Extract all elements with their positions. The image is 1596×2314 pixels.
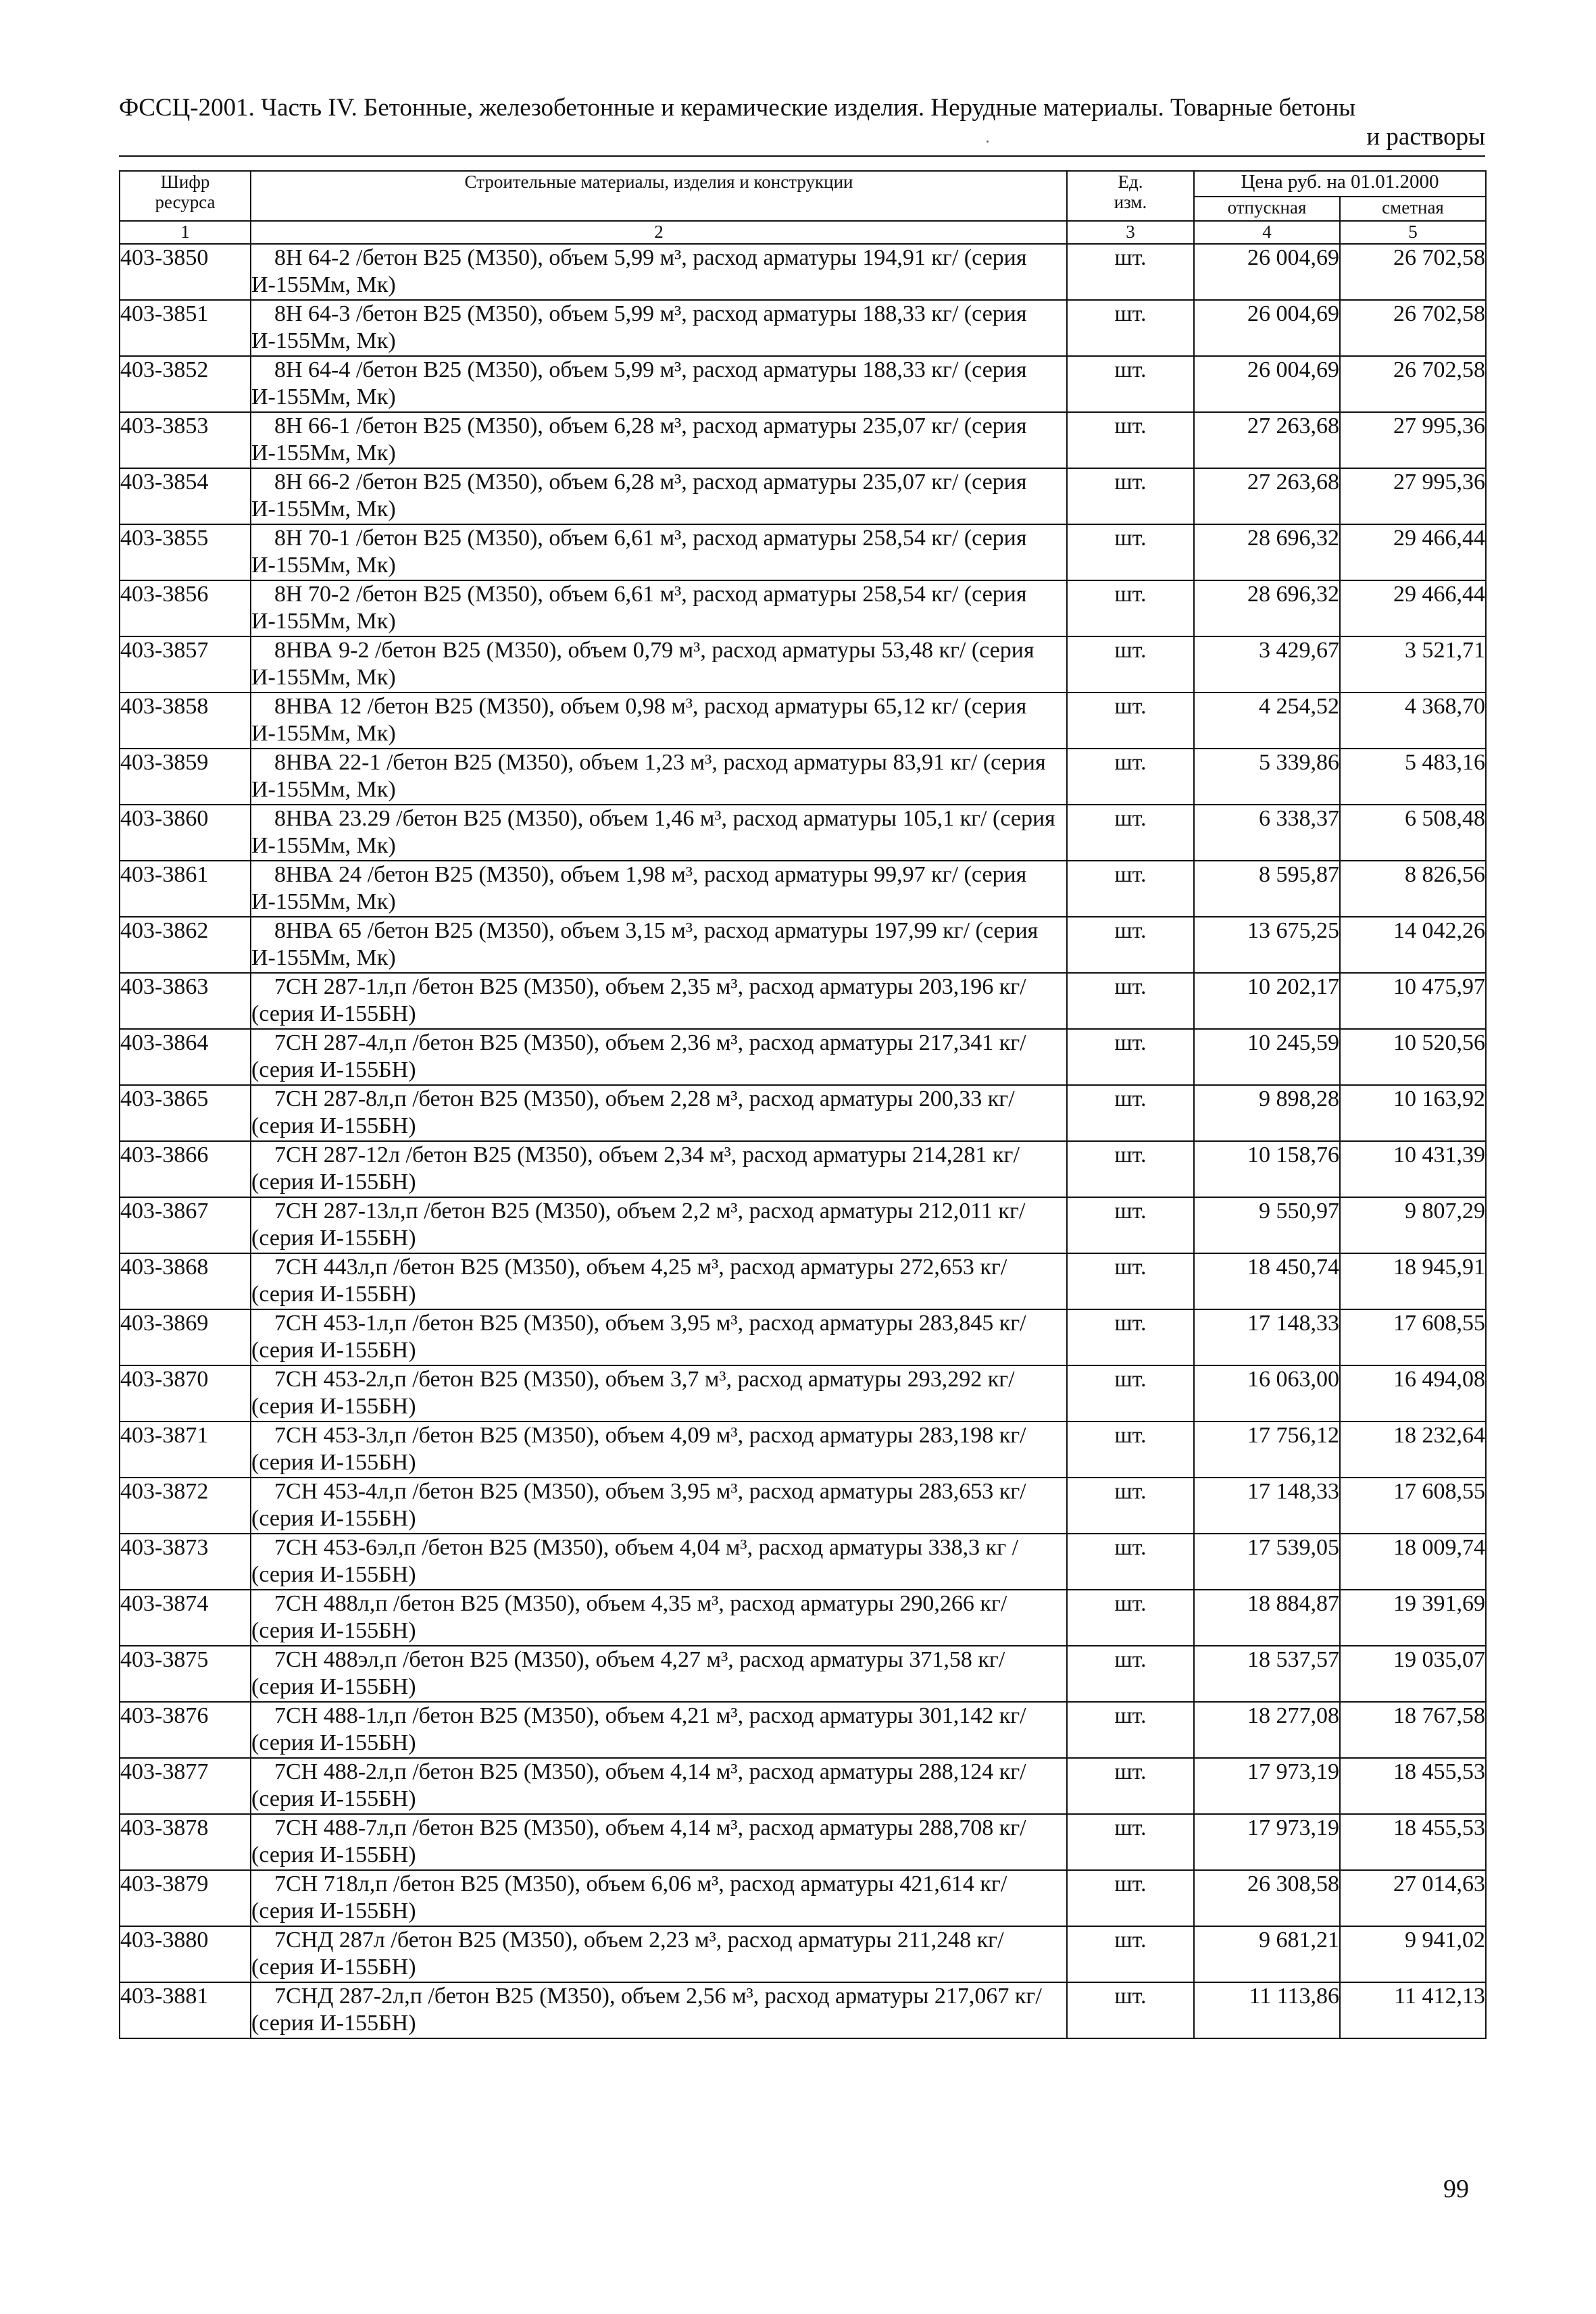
estimate-price-cell: 18 945,91 bbox=[1340, 1253, 1486, 1309]
estimate-price-cell: 17 608,55 bbox=[1340, 1478, 1486, 1534]
table-row bbox=[120, 244, 1486, 300]
column-header-name: Строительные материалы, изделия и конструкции bbox=[251, 171, 1067, 221]
material-description-cell: 7СН 287-4л,п /бетон В25 (М350), объем 2,36 м³, расход арматуры 217,341 кг/ (серия И-155БН) bbox=[251, 1029, 1067, 1085]
material-description-cell: 8НВА 9-2 /бетон В25 (М350), объем 0,79 м³, расход арматуры 53,48 кг/ (серия И-155Мм, Мк) bbox=[251, 636, 1067, 693]
table-row bbox=[120, 973, 1486, 1029]
unit-cell: шт. bbox=[1067, 1590, 1194, 1646]
material-description-cell: 8НВА 12 /бетон В25 (М350), объем 0,98 м³, расход арматуры 65,12 кг/ (серия И-155Мм, Мк) bbox=[251, 693, 1067, 749]
material-description-cell: 7СН 287-8л,п /бетон В25 (М350), объем 2,28 м³, расход арматуры 200,33 кг/ (серия И-155БН) bbox=[251, 1085, 1067, 1141]
resource-code-cell: 403-3865 bbox=[120, 1085, 251, 1141]
page-header bbox=[119, 93, 1485, 151]
resource-code-cell: 403-3854 bbox=[120, 468, 251, 524]
unit-cell: шт. bbox=[1067, 693, 1194, 749]
release-price-cell: 26 004,69 bbox=[1194, 244, 1340, 300]
table-row bbox=[120, 1590, 1486, 1646]
unit-cell: шт. bbox=[1067, 1702, 1194, 1758]
unit-cell: шт. bbox=[1067, 861, 1194, 917]
resource-code-cell: 403-3875 bbox=[120, 1646, 251, 1702]
column-number-4: 4 bbox=[1194, 221, 1340, 244]
release-price-cell: 17 973,19 bbox=[1194, 1758, 1340, 1814]
unit-cell: шт. bbox=[1067, 356, 1194, 412]
header-title-line1: ФССЦ-2001. Часть IV. Бетонные, железобетонные и керамические изделия. Нерудные материалы. Товарные бетоны bbox=[119, 94, 1356, 122]
estimate-price-cell: 11 412,13 bbox=[1340, 1982, 1486, 2038]
column-number-3: 3 bbox=[1067, 221, 1194, 244]
release-price-cell: 11 113,86 bbox=[1194, 1982, 1340, 2038]
column-number-row bbox=[120, 221, 1486, 244]
release-price-cell: 3 429,67 bbox=[1194, 636, 1340, 693]
resource-code-cell: 403-3866 bbox=[120, 1141, 251, 1197]
resource-code-cell: 403-3873 bbox=[120, 1534, 251, 1590]
unit-cell: шт. bbox=[1067, 636, 1194, 693]
material-description-cell: 7СН 453-1л,п /бетон В25 (М350), объем 3,95 м³, расход арматуры 283,845 кг/ (серия И-155БН) bbox=[251, 1309, 1067, 1365]
resource-code-cell: 403-3874 bbox=[120, 1590, 251, 1646]
release-price-cell: 18 450,74 bbox=[1194, 1253, 1340, 1309]
estimate-price-cell: 9 941,02 bbox=[1340, 1926, 1486, 1982]
release-price-cell: 27 263,68 bbox=[1194, 412, 1340, 468]
release-price-cell: 10 245,59 bbox=[1194, 1029, 1340, 1085]
column-header-unit-line1: Ед. bbox=[1118, 172, 1143, 192]
column-number-5: 5 bbox=[1340, 221, 1486, 244]
release-price-cell: 18 537,57 bbox=[1194, 1646, 1340, 1702]
release-price-cell: 17 973,19 bbox=[1194, 1814, 1340, 1870]
estimate-price-cell: 26 702,58 bbox=[1340, 356, 1486, 412]
table-row bbox=[120, 1646, 1486, 1702]
release-price-cell: 9 681,21 bbox=[1194, 1926, 1340, 1982]
estimate-price-cell: 4 368,70 bbox=[1340, 693, 1486, 749]
table-row bbox=[120, 1478, 1486, 1534]
resource-code-cell: 403-3880 bbox=[120, 1926, 251, 1982]
material-description-cell: 7СН 443л,п /бетон В25 (М350), объем 4,25 м³, расход арматуры 272,653 кг/ (серия И-155БН) bbox=[251, 1253, 1067, 1309]
release-price-cell: 10 202,17 bbox=[1194, 973, 1340, 1029]
unit-cell: шт. bbox=[1067, 412, 1194, 468]
column-header-unit-line2: изм. bbox=[1114, 192, 1147, 212]
estimate-price-cell: 18 767,58 bbox=[1340, 1702, 1486, 1758]
material-description-cell: 8Н 64-4 /бетон В25 (М350), объем 5,99 м³, расход арматуры 188,33 кг/ (серия И-155Мм, Мк) bbox=[251, 356, 1067, 412]
release-price-cell: 17 756,12 bbox=[1194, 1422, 1340, 1478]
unit-cell: шт. bbox=[1067, 1253, 1194, 1309]
estimate-price-cell: 18 455,53 bbox=[1340, 1758, 1486, 1814]
material-description-cell: 8НВА 23.29 /бетон В25 (М350), объем 1,46 м³, расход арматуры 105,1 кг/ (серия И-155Мм, Мк) bbox=[251, 805, 1067, 861]
header-title-line2: и растворы bbox=[1366, 123, 1485, 151]
table-row bbox=[120, 1758, 1486, 1814]
release-price-cell: 6 338,37 bbox=[1194, 805, 1340, 861]
column-header-price-group: Цена руб. на 01.01.2000 bbox=[1194, 171, 1486, 197]
resource-code-cell: 403-3859 bbox=[120, 749, 251, 805]
material-description-cell: 7СН 488-2л,п /бетон В25 (М350), объем 4,14 м³, расход арматуры 288,124 кг/ (серия И-155БН) bbox=[251, 1758, 1067, 1814]
resource-code-cell: 403-3852 bbox=[120, 356, 251, 412]
material-description-cell: 7СН 453-6эл,п /бетон В25 (М350), объем 4,04 м³, расход арматуры 338,3 кг / (серия И-155БН) bbox=[251, 1534, 1067, 1590]
release-price-cell: 9 550,97 bbox=[1194, 1197, 1340, 1253]
unit-cell: шт. bbox=[1067, 1478, 1194, 1534]
material-description-cell: 7СН 287-12л /бетон В25 (М350), объем 2,34 м³, расход арматуры 214,281 кг/ (серия И-155БН) bbox=[251, 1141, 1067, 1197]
release-price-cell: 18 277,08 bbox=[1194, 1702, 1340, 1758]
table-row bbox=[120, 693, 1486, 749]
table-row bbox=[120, 1534, 1486, 1590]
estimate-price-cell: 5 483,16 bbox=[1340, 749, 1486, 805]
unit-cell: шт. bbox=[1067, 1141, 1194, 1197]
material-description-cell: 8Н 64-3 /бетон В25 (М350), объем 5,99 м³, расход арматуры 188,33 кг/ (серия И-155Мм, Мк) bbox=[251, 300, 1067, 356]
unit-cell: шт. bbox=[1067, 468, 1194, 524]
material-description-cell: 8Н 70-1 /бетон В25 (М350), объем 6,61 м³, расход арматуры 258,54 кг/ (серия И-155Мм, Мк) bbox=[251, 524, 1067, 580]
release-price-cell: 26 004,69 bbox=[1194, 356, 1340, 412]
table-row bbox=[120, 1926, 1486, 1982]
header-divider bbox=[119, 155, 1485, 157]
estimate-price-cell: 14 042,26 bbox=[1340, 917, 1486, 973]
table-row bbox=[120, 749, 1486, 805]
unit-cell: шт. bbox=[1067, 805, 1194, 861]
column-number-1: 1 bbox=[120, 221, 251, 244]
estimate-price-cell: 18 232,64 bbox=[1340, 1422, 1486, 1478]
resource-code-cell: 403-3860 bbox=[120, 805, 251, 861]
table-row bbox=[120, 1870, 1486, 1926]
material-description-cell: 7СН 488эл,п /бетон В25 (М350), объем 4,27 м³, расход арматуры 371,58 кг/ (серия И-155БН) bbox=[251, 1646, 1067, 1702]
table-row bbox=[120, 468, 1486, 524]
column-header-code-line1: Шифр bbox=[160, 172, 210, 192]
unit-cell: шт. bbox=[1067, 300, 1194, 356]
estimate-price-cell: 8 826,56 bbox=[1340, 861, 1486, 917]
resource-code-cell: 403-3869 bbox=[120, 1309, 251, 1365]
estimate-price-cell: 18 455,53 bbox=[1340, 1814, 1486, 1870]
unit-cell: шт. bbox=[1067, 973, 1194, 1029]
material-description-cell: 8НВА 65 /бетон В25 (М350), объем 3,15 м³, расход арматуры 197,99 кг/ (серия И-155Мм, Мк) bbox=[251, 917, 1067, 973]
table-row bbox=[120, 412, 1486, 468]
unit-cell: шт. bbox=[1067, 1758, 1194, 1814]
estimate-price-cell: 26 702,58 bbox=[1340, 300, 1486, 356]
material-description-cell: 7СН 453-3л,п /бетон В25 (М350), объем 4,09 м³, расход арматуры 283,198 кг/ (серия И-155БН) bbox=[251, 1422, 1067, 1478]
table-row bbox=[120, 300, 1486, 356]
page-number: 99 bbox=[1443, 2175, 1469, 2203]
estimate-price-cell: 19 035,07 bbox=[1340, 1646, 1486, 1702]
column-header-release-price: отпускная bbox=[1194, 197, 1340, 221]
resource-code-cell: 403-3853 bbox=[120, 412, 251, 468]
table-row bbox=[120, 1085, 1486, 1141]
unit-cell: шт. bbox=[1067, 1085, 1194, 1141]
release-price-cell: 8 595,87 bbox=[1194, 861, 1340, 917]
column-header-estimate-price: сметная bbox=[1340, 197, 1486, 221]
estimate-price-cell: 16 494,08 bbox=[1340, 1365, 1486, 1422]
release-price-cell: 17 148,33 bbox=[1194, 1478, 1340, 1534]
estimate-price-cell: 27 995,36 bbox=[1340, 412, 1486, 468]
estimate-price-cell: 26 702,58 bbox=[1340, 244, 1486, 300]
material-description-cell: 7СН 453-2л,п /бетон В25 (М350), объем 3,7 м³, расход арматуры 293,292 кг/ (серия И-155БН) bbox=[251, 1365, 1067, 1422]
resource-code-cell: 403-3864 bbox=[120, 1029, 251, 1085]
unit-cell: шт. bbox=[1067, 1982, 1194, 2038]
resource-code-cell: 403-3877 bbox=[120, 1758, 251, 1814]
unit-cell: шт. bbox=[1067, 1365, 1194, 1422]
material-description-cell: 7СН 488л,п /бетон В25 (М350), объем 4,35 м³, расход арматуры 290,266 кг/ (серия И-155БН) bbox=[251, 1590, 1067, 1646]
resource-code-cell: 403-3857 bbox=[120, 636, 251, 693]
resource-code-cell: 403-3863 bbox=[120, 973, 251, 1029]
table-row bbox=[120, 1309, 1486, 1365]
table-row bbox=[120, 1365, 1486, 1422]
column-header-unit bbox=[1067, 171, 1194, 221]
table-row bbox=[120, 580, 1486, 636]
material-description-cell: 7СНД 287л /бетон В25 (М350), объем 2,23 м³, расход арматуры 211,248 кг/ (серия И-155БН) bbox=[251, 1926, 1067, 1982]
unit-cell: шт. bbox=[1067, 1814, 1194, 1870]
resource-code-cell: 403-3879 bbox=[120, 1870, 251, 1926]
resource-code-cell: 403-3881 bbox=[120, 1982, 251, 2038]
release-price-cell: 28 696,32 bbox=[1194, 524, 1340, 580]
unit-cell: шт. bbox=[1067, 244, 1194, 300]
unit-cell: шт. bbox=[1067, 580, 1194, 636]
material-description-cell: 7СНД 287-2л,п /бетон В25 (М350), объем 2,56 м³, расход арматуры 217,067 кг/ (серия И-155БН) bbox=[251, 1982, 1067, 2038]
estimate-price-cell: 6 508,48 bbox=[1340, 805, 1486, 861]
table-row bbox=[120, 1814, 1486, 1870]
material-description-cell: 8Н 64-2 /бетон В25 (М350), объем 5,99 м³, расход арматуры 194,91 кг/ (серия И-155Мм, Мк) bbox=[251, 244, 1067, 300]
material-description-cell: 8Н 70-2 /бетон В25 (М350), объем 6,61 м³, расход арматуры 258,54 кг/ (серия И-155Мм, Мк) bbox=[251, 580, 1067, 636]
estimate-price-cell: 19 391,69 bbox=[1340, 1590, 1486, 1646]
resource-code-cell: 403-3850 bbox=[120, 244, 251, 300]
unit-cell: шт. bbox=[1067, 524, 1194, 580]
material-description-cell: 7СН 718л,п /бетон В25 (М350), объем 6,06 м³, расход арматуры 421,614 кг/ (серия И-155БН) bbox=[251, 1870, 1067, 1926]
unit-cell: шт. bbox=[1067, 917, 1194, 973]
estimate-price-cell: 10 163,92 bbox=[1340, 1085, 1486, 1141]
release-price-cell: 9 898,28 bbox=[1194, 1085, 1340, 1141]
release-price-cell: 18 884,87 bbox=[1194, 1590, 1340, 1646]
table-row bbox=[120, 1982, 1486, 2038]
material-description-cell: 7СН 488-1л,п /бетон В25 (М350), объем 4,21 м³, расход арматуры 301,142 кг/ (серия И-155БН) bbox=[251, 1702, 1067, 1758]
release-price-cell: 26 004,69 bbox=[1194, 300, 1340, 356]
resource-code-cell: 403-3851 bbox=[120, 300, 251, 356]
estimate-price-cell: 10 520,56 bbox=[1340, 1029, 1486, 1085]
table-row bbox=[120, 1197, 1486, 1253]
resource-code-cell: 403-3872 bbox=[120, 1478, 251, 1534]
unit-cell: шт. bbox=[1067, 1646, 1194, 1702]
unit-cell: шт. bbox=[1067, 749, 1194, 805]
unit-cell: шт. bbox=[1067, 1309, 1194, 1365]
estimate-price-cell: 10 475,97 bbox=[1340, 973, 1486, 1029]
resource-code-cell: 403-3862 bbox=[120, 917, 251, 973]
estimate-price-cell: 3 521,71 bbox=[1340, 636, 1486, 693]
estimate-price-cell: 10 431,39 bbox=[1340, 1141, 1486, 1197]
release-price-cell: 10 158,76 bbox=[1194, 1141, 1340, 1197]
material-description-cell: 7СН 287-13л,п /бетон В25 (М350), объем 2,2 м³, расход арматуры 212,011 кг/ (серия И-155БН) bbox=[251, 1197, 1067, 1253]
table-row bbox=[120, 805, 1486, 861]
table-row bbox=[120, 636, 1486, 693]
resource-code-cell: 403-3878 bbox=[120, 1814, 251, 1870]
resource-code-cell: 403-3861 bbox=[120, 861, 251, 917]
unit-cell: шт. bbox=[1067, 1029, 1194, 1085]
estimate-price-cell: 27 014,63 bbox=[1340, 1870, 1486, 1926]
table-row bbox=[120, 356, 1486, 412]
estimate-price-cell: 17 608,55 bbox=[1340, 1309, 1486, 1365]
table-row bbox=[120, 1422, 1486, 1478]
resource-code-cell: 403-3855 bbox=[120, 524, 251, 580]
release-price-cell: 4 254,52 bbox=[1194, 693, 1340, 749]
estimate-price-cell: 18 009,74 bbox=[1340, 1534, 1486, 1590]
unit-cell: шт. bbox=[1067, 1422, 1194, 1478]
resource-code-cell: 403-3858 bbox=[120, 693, 251, 749]
material-description-cell: 8Н 66-2 /бетон В25 (М350), объем 6,28 м³, расход арматуры 235,07 кг/ (серия И-155Мм, Мк) bbox=[251, 468, 1067, 524]
unit-cell: шт. bbox=[1067, 1870, 1194, 1926]
resource-code-cell: 403-3876 bbox=[120, 1702, 251, 1758]
estimate-price-cell: 27 995,36 bbox=[1340, 468, 1486, 524]
material-description-cell: 7СН 453-4л,п /бетон В25 (М350), объем 3,95 м³, расход арматуры 283,653 кг/ (серия И-155БН) bbox=[251, 1478, 1067, 1534]
material-description-cell: 8НВА 22-1 /бетон В25 (М350), объем 1,23 м³, расход арматуры 83,91 кг/ (серия И-155Мм, Мк) bbox=[251, 749, 1067, 805]
release-price-cell: 28 696,32 bbox=[1194, 580, 1340, 636]
column-number-2: 2 bbox=[251, 221, 1067, 244]
resource-code-cell: 403-3870 bbox=[120, 1365, 251, 1422]
resource-code-cell: 403-3871 bbox=[120, 1422, 251, 1478]
unit-cell: шт. bbox=[1067, 1926, 1194, 1982]
column-header-code bbox=[120, 171, 251, 221]
table-body bbox=[120, 244, 1486, 2038]
material-description-cell: 7СН 287-1л,п /бетон В25 (М350), объем 2,35 м³, расход арматуры 203,196 кг/ (серия И-155БН) bbox=[251, 973, 1067, 1029]
release-price-cell: 17 539,05 bbox=[1194, 1534, 1340, 1590]
unit-cell: шт. bbox=[1067, 1534, 1194, 1590]
release-price-cell: 27 263,68 bbox=[1194, 468, 1340, 524]
table-row bbox=[120, 861, 1486, 917]
resource-code-cell: 403-3868 bbox=[120, 1253, 251, 1309]
estimate-price-cell: 29 466,44 bbox=[1340, 580, 1486, 636]
resource-code-cell: 403-3867 bbox=[120, 1197, 251, 1253]
table-row bbox=[120, 1253, 1486, 1309]
release-price-cell: 5 339,86 bbox=[1194, 749, 1340, 805]
unit-cell: шт. bbox=[1067, 1197, 1194, 1253]
resource-price-table bbox=[119, 170, 1487, 2039]
column-header-code-line2: ресурса bbox=[155, 192, 216, 212]
release-price-cell: 16 063,00 bbox=[1194, 1365, 1340, 1422]
table-row bbox=[120, 917, 1486, 973]
resource-code-cell: 403-3856 bbox=[120, 580, 251, 636]
release-price-cell: 17 148,33 bbox=[1194, 1309, 1340, 1365]
material-description-cell: 7СН 488-7л,п /бетон В25 (М350), объем 4,14 м³, расход арматуры 288,708 кг/ (серия И-155БН) bbox=[251, 1814, 1067, 1870]
material-description-cell: 8НВА 24 /бетон В25 (М350), объем 1,98 м³, расход арматуры 99,97 кг/ (серия И-155Мм, Мк) bbox=[251, 861, 1067, 917]
table-row bbox=[120, 524, 1486, 580]
material-description-cell: 8Н 66-1 /бетон В25 (М350), объем 6,28 м³, расход арматуры 235,07 кг/ (серия И-155Мм, Мк) bbox=[251, 412, 1067, 468]
scan-speck bbox=[987, 141, 989, 143]
estimate-price-cell: 9 807,29 bbox=[1340, 1197, 1486, 1253]
release-price-cell: 13 675,25 bbox=[1194, 917, 1340, 973]
table-row bbox=[120, 1141, 1486, 1197]
table-row bbox=[120, 1029, 1486, 1085]
table-row bbox=[120, 1702, 1486, 1758]
release-price-cell: 26 308,58 bbox=[1194, 1870, 1340, 1926]
estimate-price-cell: 29 466,44 bbox=[1340, 524, 1486, 580]
